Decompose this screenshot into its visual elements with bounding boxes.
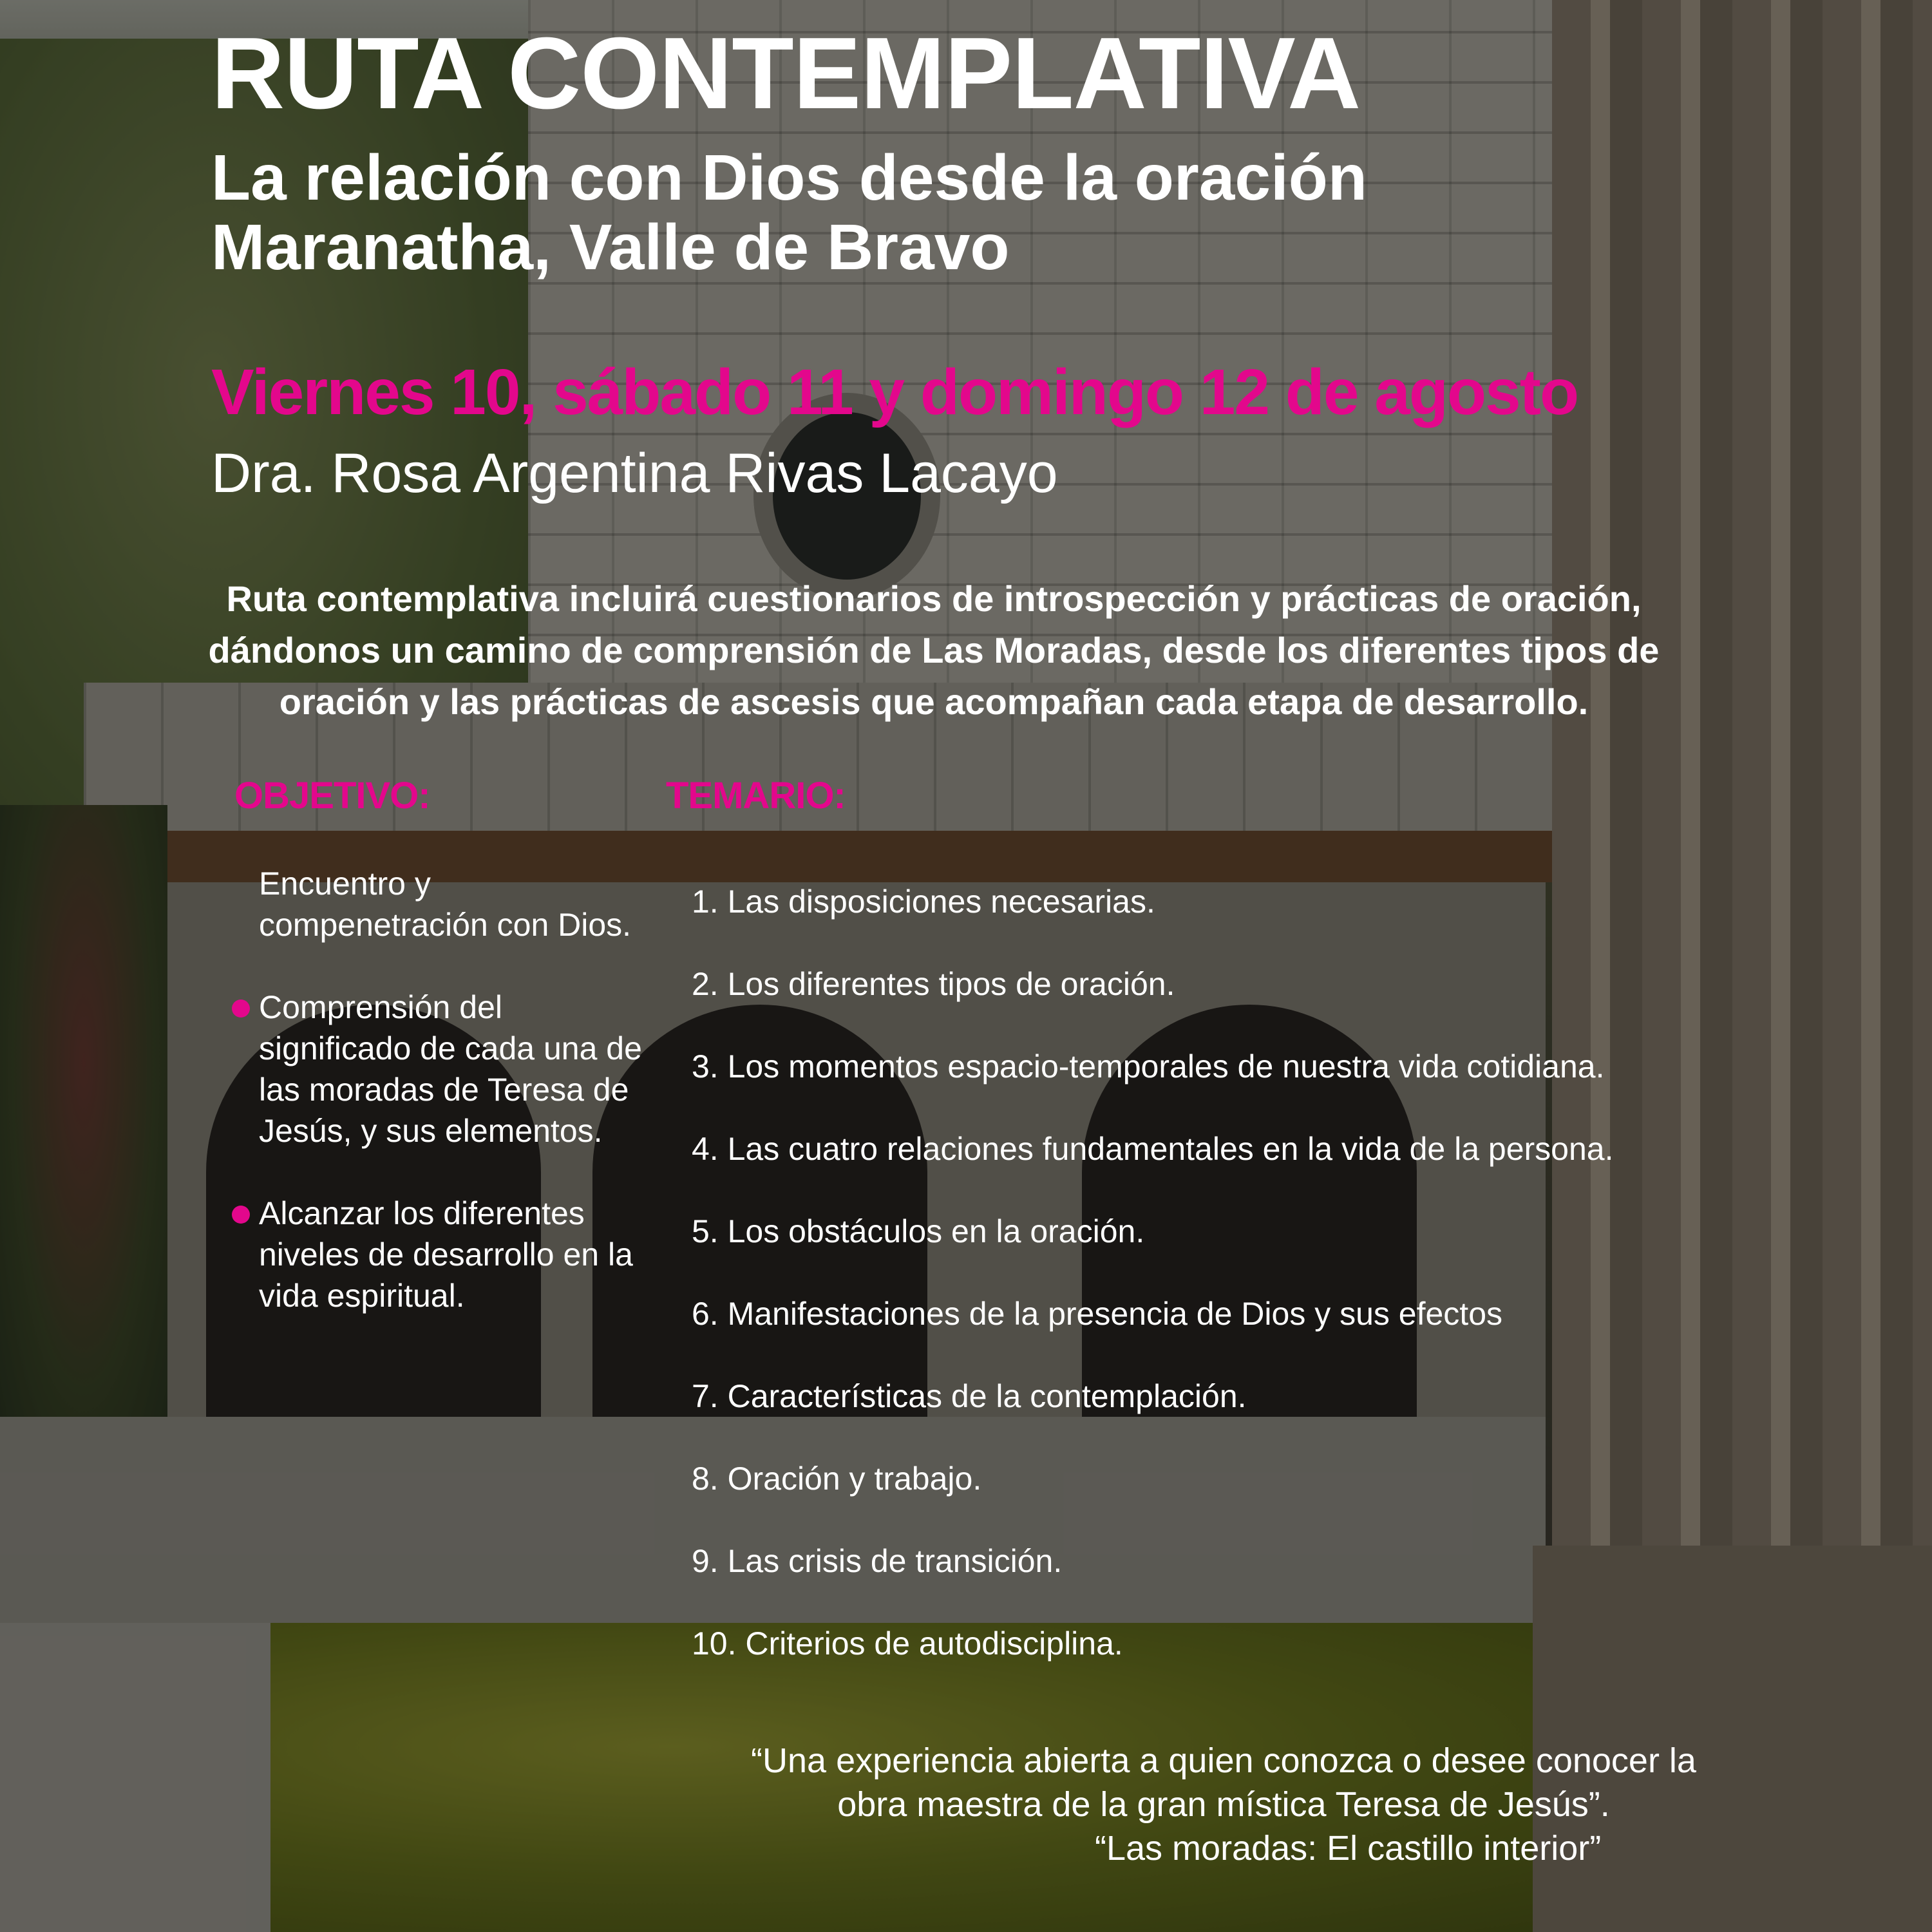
objetivo-list — [232, 863, 644, 1358]
subtitle-line-2: Maranatha, Valle de Bravo — [211, 211, 1010, 283]
event-dates: Viernes 10, sábado 11 y domingo 12 de agosto — [211, 356, 1578, 428]
quote-source: “Las moradas: El castillo interior” — [1095, 1829, 1602, 1868]
page-title: RUTA CONTEMPLATIVA — [211, 17, 1361, 130]
closing-quote — [708, 1739, 1739, 1870]
temario-item: 5. Los obstáculos en la oración. — [692, 1213, 1145, 1249]
subtitle — [211, 143, 1367, 282]
objetivo-text: Alcanzar los diferentes niveles de desarrollo en la vida espiritual. — [259, 1195, 633, 1314]
objetivo-item — [232, 863, 644, 945]
objetivo-text: Encuentro y compenetración con Dios. — [259, 866, 632, 943]
objetivo-heading: OBJETIVO: — [234, 775, 430, 817]
temario-item: 1. Las disposiciones necesarias. — [692, 884, 1155, 920]
description: Ruta contemplativa incluirá cuestionarios de introspección y prácticas de oración, dándonos un camino de comprensión de Las Moradas, desde los diferentes tipos de oración y las prácticas de ascesis que acompañan cada etapa de desarrollo. — [208, 578, 1660, 722]
subtitle-line-1: La relación con Dios desde la oración — [211, 142, 1367, 214]
temario-heading: TEMARIO: — [666, 775, 846, 817]
pink-bullet-icon — [232, 999, 250, 1018]
temario-item: 10. Criterios de autodisciplina. — [692, 1625, 1123, 1662]
objetivo-item — [232, 987, 644, 1151]
temario-item: 2. Los diferentes tipos de oración. — [692, 966, 1175, 1002]
quote-line-1: “Una experiencia abierta a quien conozca o desee conocer la — [751, 1741, 1696, 1780]
temario-item: 4. Las cuatro relaciones fundamentales en la vida de la persona. — [692, 1131, 1614, 1167]
objetivo-item — [232, 1193, 644, 1316]
temario-item: 6. Manifestaciones de la presencia de Dios y sus efectos — [692, 1296, 1503, 1332]
temario-list — [692, 860, 1613, 1685]
temario-item: 7. Características de la contemplación. — [692, 1378, 1247, 1414]
temario-item: 3. Los momentos espacio-temporales de nuestra vida cotidiana. — [692, 1048, 1605, 1084]
objetivo-text: Comprensión del significado de cada una de las moradas de Teresa de Jesús, y sus elementos. — [259, 989, 642, 1149]
speaker-name: Dra. Rosa Argentina Rivas Lacayo — [211, 442, 1058, 504]
pink-bullet-icon — [232, 1206, 250, 1224]
quote-line-2: obra maestra de la gran mística Teresa de Jesús”. — [837, 1785, 1610, 1824]
temario-item: 8. Oración y trabajo. — [692, 1461, 982, 1497]
temario-item: 9. Las crisis de transición. — [692, 1543, 1063, 1579]
